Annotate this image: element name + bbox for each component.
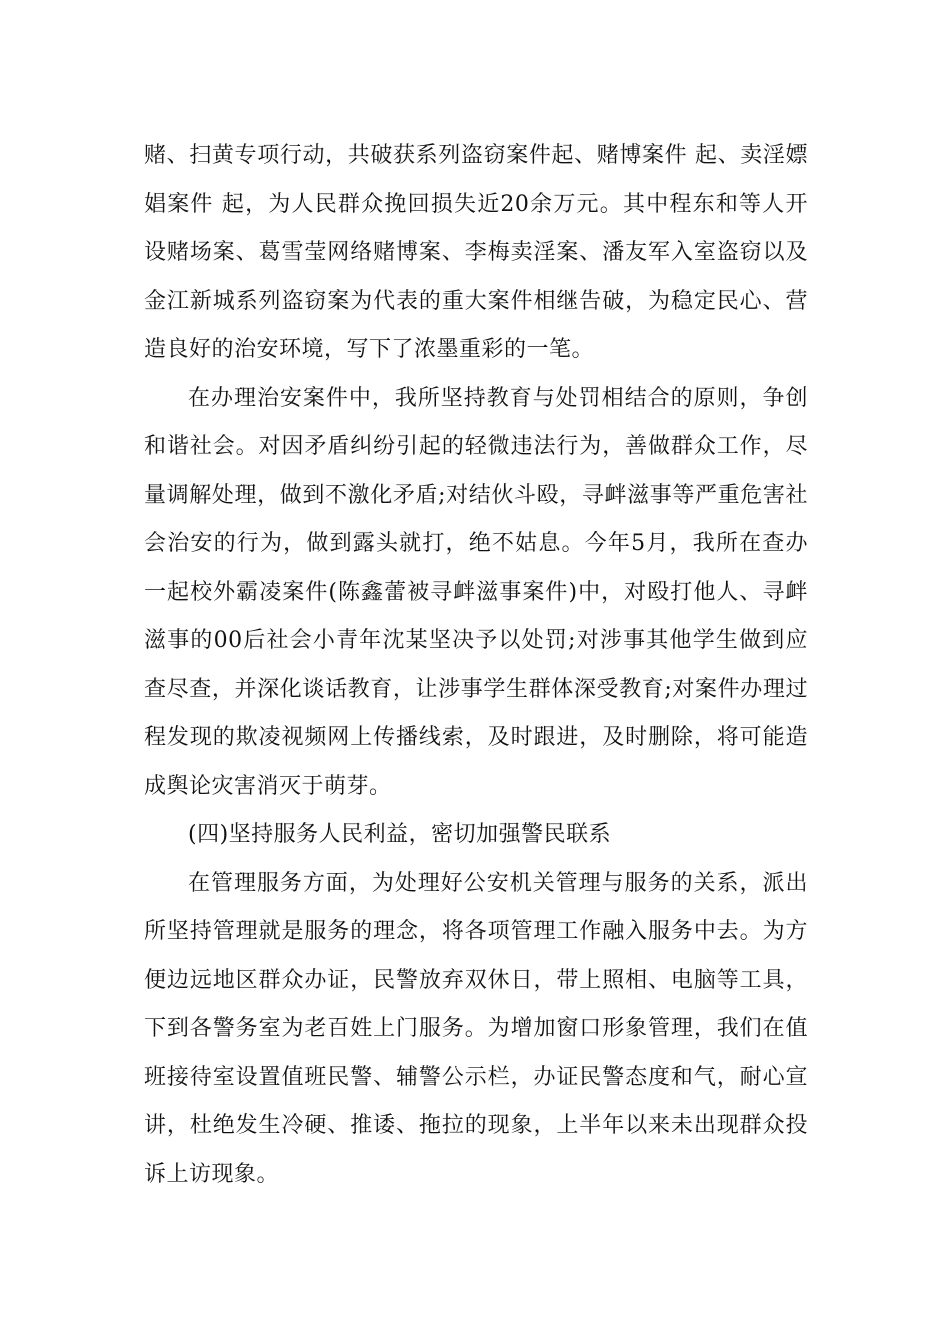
section-heading: (四)坚持服务人民利益，密切加强警民联系 [188,822,612,847]
document-body [144,132,808,1199]
paragraph-continuation: 赌、扫黄专项行动，共破获系列盗窃案件起、赌博案件 起、卖淫嫖娼案件 起，为人民群众挽回损失近20余万元。其中程东和等人开设赌场案、葛雪莹网络赌博案、李梅卖淫案、潘友军入室盗窃以及金江新城系列盗窃案为代表的重大案件相继告破，为稳定民心、营造良好的治安环境，写下了浓墨重彩的一笔。 [144,143,808,362]
paragraph-service: 在管理服务方面，为处理好公安机关管理与服务的关系，派出所坚持管理就是服务的理念，将各项管理工作融入服务中去。为方便边远地区群众办证，民警放弃双休日，带上照相、电脑等工具，下到各警务室为老百姓上门服务。为增加窗口形象管理，我们在值班接待室设置值班民警、辅警公示栏，办证民警态度和气，耐心宣讲，杜绝发生冷硬、推诿、拖拉的现象，上半年以来未出现群众投诉上访现象。 [144,870,808,1187]
paragraph-case-handling: 在办理治安案件中，我所坚持教育与处罚相结合的原则，争创和谐社会。对因矛盾纠纷引起的轻微违法行为，善做群众工作，尽量调解处理，做到不激化矛盾;对结伙斗殴，寻衅滋事等严重危害社会治安的行为，做到露头就打，绝不姑息。今年5月，我所在查办一起校外霸凌案件(陈鑫蕾被寻衅滋事案件)中，对殴打他人、寻衅滋事的00后社会小青年沈某坚决予以处罚;对涉事其他学生做到应查尽查，并深化谈话教育，让涉事学生群体深受教育;对案件办理过程发现的欺凌视频网上传播线索，及时跟进，及时删除，将可能造成舆论灾害消灭于萌芽。 [144,385,808,799]
